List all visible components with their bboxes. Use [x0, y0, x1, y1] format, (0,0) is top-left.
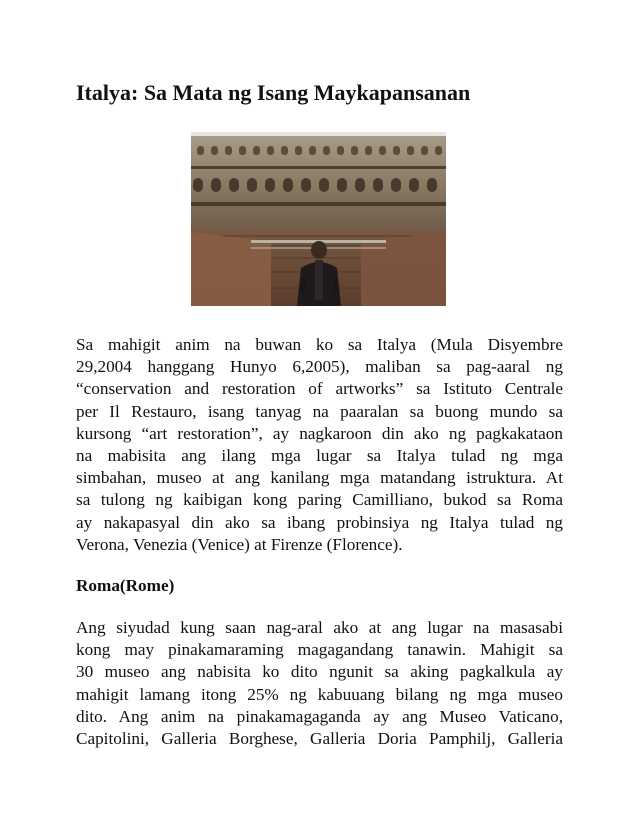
intro-line: simbahan, museo at ang kanilang mga matandang istruktura. At: [76, 468, 563, 488]
intro-line: na mabisita ang ilang mga lugar sa Italya tulad ng mga: [76, 446, 563, 466]
page-title: Italya: Sa Mata ng Isang Maykapansanan: [76, 80, 471, 105]
roma-line: dito. Ang anim na pinakamagaganda ay ang Museo Vaticano,: [76, 706, 563, 726]
roma-line: Ang siyudad kung saan nag-aral ako at ang lugar na masasabi: [76, 618, 563, 637]
intro-line: 29,2004 hanggang Hunyo 6,2005), maliban sa pag-aaral ng: [76, 357, 563, 377]
roma-line: Capitolini, Galleria Borghese, Galleria Doria Pamphilj, Galleria: [76, 729, 563, 749]
intro-line: “conservation and restoration of artworks” sa Istituto Centrale: [76, 379, 563, 399]
roma-line: kong may pinakamaraming magagandang tanawin. Mahigit sa: [76, 640, 563, 660]
intro-line: Sa mahigit anim na buwan ko sa Italya (Mula Disyembre: [76, 335, 563, 354]
intro-line: kursong “art restoration”, ay nagkaroon din ako ng pagkakataon: [76, 423, 563, 443]
roma-line: 30 museo ang nabisita ko dito ngunit sa aking pagkalkula ay: [76, 662, 563, 682]
roma-line: mahigit lamang itong 25% ng kabuuang bilang ng mga museo: [76, 684, 563, 704]
intro-line: Verona, Venezia (Venice) at Firenze (Florence).: [76, 534, 403, 554]
intro-line: ay nakapasyal din ako sa ibang probinsiya ng Italya tulad ng: [76, 512, 563, 532]
colosseum-photo: [191, 132, 446, 306]
intro-line: sa tulong ng kaibigan kong paring Camilliano, bukod sa Roma: [76, 490, 563, 510]
roma-paragraph: [76, 617, 563, 750]
section-heading-roma: Roma(Rome): [76, 576, 175, 595]
intro-line: per Il Restauro, isang tanyag na paaralan sa buong mundo sa: [76, 401, 563, 421]
intro-paragraph: [76, 334, 563, 556]
